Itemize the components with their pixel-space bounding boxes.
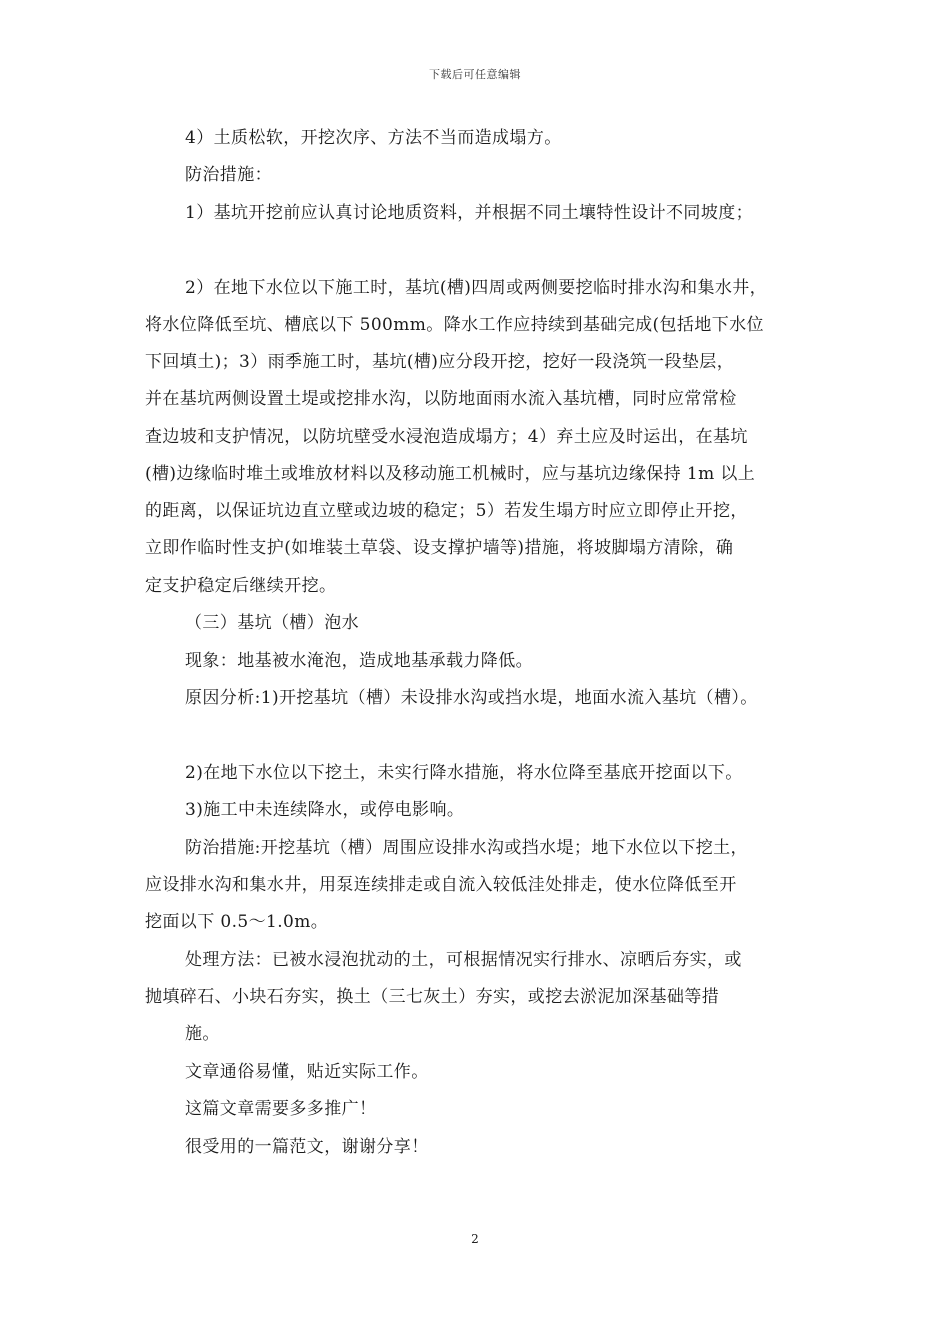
paragraph-line: 防治措施:开挖基坑（槽）周围应设排水沟或挡水堤；地下水位以下挖土， xyxy=(185,838,748,858)
paragraph-line: 现象：地基被水淹泡，造成地基承载力降低。 xyxy=(185,651,533,671)
page-header: 下载后可任意编辑 xyxy=(429,68,521,81)
paragraph-line: 处理方法：已被水浸泡扰动的土，可根据情况实行排水、凉晒后夯实，或 xyxy=(185,950,742,970)
paragraph-line: 抛填碎石、小块石夯实，换土（三七灰土）夯实，或挖去淤泥加深基础等措 xyxy=(145,987,720,1007)
paragraph-line: 很受用的一篇范文，谢谢分享！ xyxy=(185,1137,429,1157)
page-number: 2 xyxy=(471,1232,479,1246)
paragraph-line: 防治措施： xyxy=(185,165,272,185)
paragraph-line: 4）土质松软，开挖次序、方法不当而造成塌方。 xyxy=(185,128,562,148)
paragraph-line: 将水位降低至坑、槽底以下 500mm。降水工作应持续到基础完成(包括地下水位 xyxy=(145,315,764,335)
paragraph-line: 这篇文章需要多多推广！ xyxy=(185,1099,377,1119)
paragraph-line: (槽)边缘临时堆土或堆放材料以及移动施工机械时，应与基坑边缘保持 1m 以上 xyxy=(145,464,756,484)
paragraph-line: 2)在地下水位以下挖土，未实行降水措施，将水位降至基底开挖面以下。 xyxy=(185,763,743,783)
paragraph-line: 挖面以下 0.5～1.0m。 xyxy=(145,912,329,932)
paragraph-line: 文章通俗易懂，贴近实际工作。 xyxy=(185,1062,429,1082)
paragraph-line: 并在基坑两侧设置土堤或挖排水沟，以防地面雨水流入基坑槽，同时应常常检 xyxy=(145,389,737,409)
paragraph-line: 下回填土)；3）雨季施工时，基坑(槽)应分段开挖，挖好一段浇筑一段垫层， xyxy=(145,352,735,372)
paragraph-line: 定支护稳定后继续开挖。 xyxy=(145,576,337,596)
paragraph-line: 查边坡和支护情况，以防坑壁受水浸泡造成塌方；4）弃土应及时运出，在基坑 xyxy=(145,427,748,447)
paragraph-line: 立即作临时性支护(如堆装土草袋、设支撑护墙等)措施，将坡脚塌方清除，确 xyxy=(145,538,734,558)
paragraph-line: 2）在地下水位以下施工时，基坑(槽)四周或两侧要挖临时排水沟和集水井， xyxy=(185,278,768,298)
paragraph-line: 原因分析:1)开挖基坑（槽）未设排水沟或挡水堤，地面水流入基坑（槽）。 xyxy=(185,688,758,708)
paragraph-line: 3)施工中未连续降水，或停电影响。 xyxy=(185,800,465,820)
paragraph-line: 应设排水沟和集水井，用泵连续排走或自流入较低洼处排走，使水位降低至开 xyxy=(145,875,737,895)
section-heading: （三）基坑（槽）泡水 xyxy=(185,613,359,633)
paragraph-line: 的距离，以保证坑边直立壁或边坡的稳定；5）若发生塌方时应立即停止开挖， xyxy=(145,501,748,521)
paragraph-line: 1）基坑开挖前应认真讨论地质资料，并根据不同土壤特性设计不同坡度； xyxy=(185,203,754,223)
paragraph-line: 施。 xyxy=(185,1024,220,1044)
